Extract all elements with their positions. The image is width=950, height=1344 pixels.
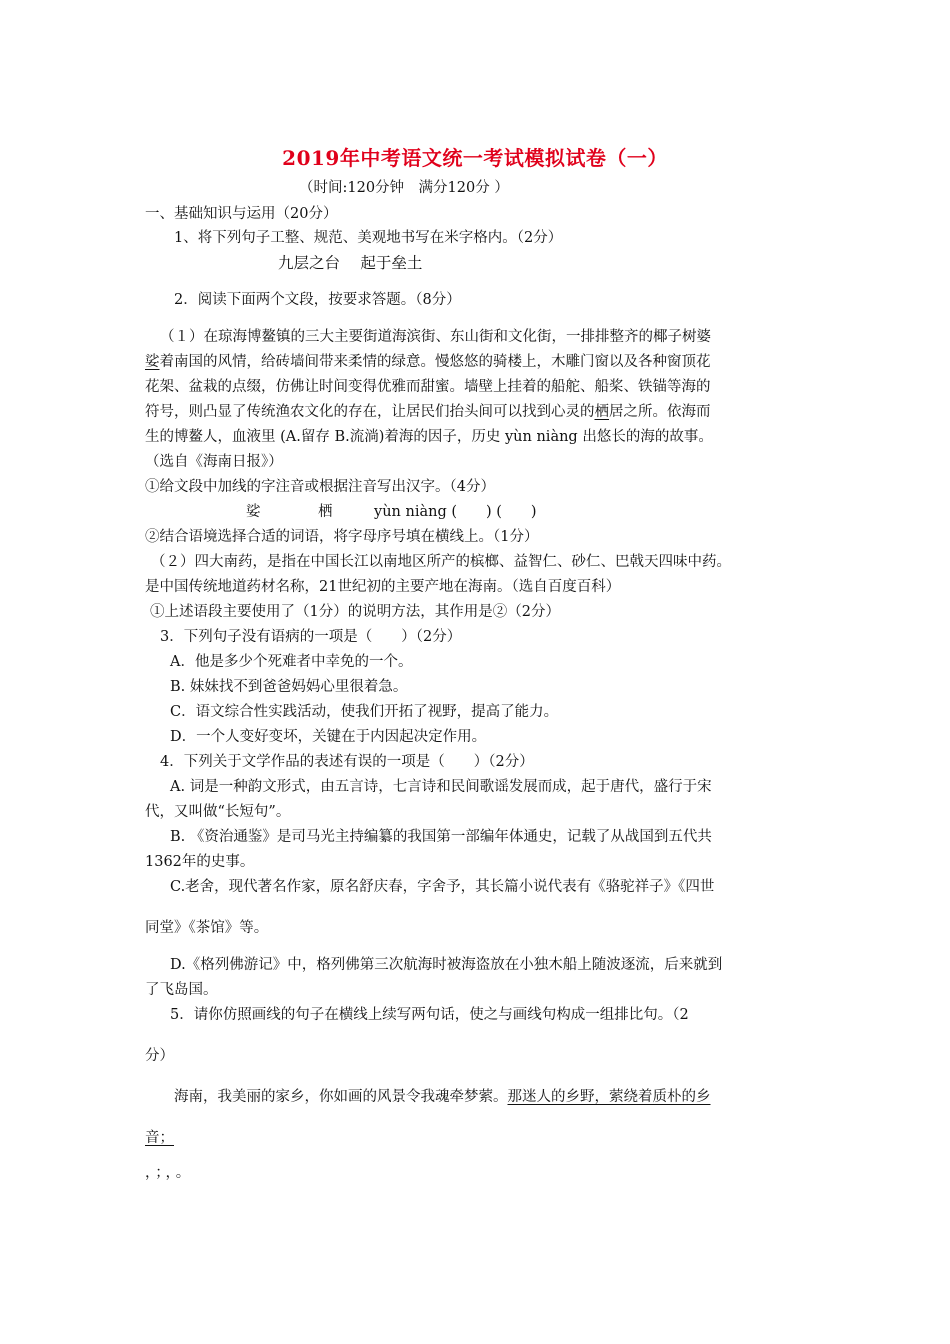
q3-option-b: B. 妹妹找不到爸爸妈妈心里很着急。: [170, 679, 408, 695]
section-heading: 一、基础知识与运用（20分）: [145, 206, 338, 222]
q2-p2-line2: 是中国传统地道药材名称，21世纪初的主要产地在海南。（选自百度百科）: [145, 579, 621, 595]
q4-option-a-line1: A. 词是一种韵文形式，由五言诗，七言诗和民间歌谣发展而成，起于唐代，盛行于宋: [170, 779, 712, 795]
q5-prompt-line2: 分）: [145, 1048, 174, 1064]
q1-phrase: 九层之台 起于垒土: [278, 254, 423, 272]
q4-option-d-line1: D.《格列佛游记》中，格列佛第三次航海时被海盗放在小独木船上随波逐流，后来就到: [170, 957, 723, 973]
q5-answer-blanks: ，；，。: [145, 1165, 194, 1181]
underlined-sentence: 那迷人的乡野，萦绕着质朴的乡: [507, 1089, 711, 1105]
q1-prompt: 1、将下列句子工整、规范、美观地书写在米字格内。（2分）: [174, 230, 563, 246]
q5-prompt-line1: 5．请你仿照画线的句子在横线上续写两句话，使之与画线句构成一组排比句。（2: [170, 1007, 689, 1023]
q2-p1-line1: （１）在琼海博鳌镇的三大主要街道海滨街、东山街和文化街，一排排整齐的椰子树婆: [160, 329, 711, 345]
exam-info: （时间:120分钟 满分120分 ）: [299, 180, 509, 196]
q2-p2-question: ①上述语段主要使用了（1分）的说明方法，其作用是②（2分）: [150, 604, 560, 620]
q3-option-c: C．语文综合性实践活动，使我们开拓了视野，提高了能力。: [170, 704, 559, 720]
q4-option-c-line1: C.老舍，现代著名作家，原名舒庆春，字舍予，其长篇小说代表有《骆驼祥子》《四世: [170, 879, 715, 895]
q4-option-c-line2: 同堂》《茶馆》等。: [145, 920, 269, 936]
q4-option-b-line2: 1362年的史事。: [145, 854, 255, 870]
q2-p1-line5: 生的博鳌人，血液里 (A.留存 B.流淌)着海的因子，历史 yùn niàng 出悠长的海的故事。: [145, 429, 713, 445]
q2-p1-line3: 花架、盆栽的点缀，仿佛让时间变得优雅而甜蜜。墙壁上挂着的船舵、船桨、铁锚等海的: [145, 379, 711, 395]
q3-prompt: 3．下列句子没有语病的一项是（ ）（2分）: [160, 629, 462, 645]
q2-sub1-char1: 娑: [246, 504, 261, 520]
q2-p1-source: （选自《海南日报》）: [145, 454, 283, 470]
q2-p1-line2: 娑着南国的风情，给砖墙间带来柔情的绿意。慢悠悠的骑楼上，木雕门窗以及各种窗顶花: [145, 354, 711, 370]
q3-option-a: A．他是多少个死难者中幸免的一个。: [170, 654, 413, 670]
q5-sentence-line2: [145, 1128, 174, 1148]
underlined-sentence: 音；: [145, 1130, 174, 1146]
q2-sub1: ①给文段中加线的字注音或根据注音写出汉字。（4分）: [145, 479, 495, 495]
q2-sub1-char2: 栖: [318, 504, 333, 520]
q4-option-a-line2: 代，又叫做“长短句”。: [145, 804, 291, 820]
underlined-char: 娑: [145, 354, 160, 370]
q2-p1-line4: 符号，则凸显了传统渔农文化的存在，让居民们抬头间可以找到心灵的栖居之所。依海而: [145, 404, 711, 420]
q2-p2-line1: （２）四大南药，是指在中国长江以南地区所产的槟榔、益智仁、砂仁、巴戟天四味中药。: [151, 554, 731, 570]
q4-option-d-line2: 了飞岛国。: [145, 982, 218, 998]
q4-option-b-line1: B. 《资治通鉴》是司马光主持编纂的我国第一部编年体通史，记载了从战国到五代共: [170, 829, 712, 845]
underlined-char: 栖: [594, 404, 609, 420]
q2-prompt: 2．阅读下面两个文段，按要求答题。（8分）: [174, 292, 461, 308]
q2-sub1-pinyin: yùn niàng ( ) ( ): [374, 504, 537, 520]
q4-prompt: 4．下列关于文学作品的表述有误的一项是（ ）（2分）: [160, 754, 534, 770]
q3-option-d: D．一个人变好变坏，关键在于内因起决定作用。: [170, 729, 487, 745]
q5-sentence-line1: 海南，我美丽的家乡，你如画的风景令我魂牵梦萦。那迷人的乡野，萦绕着质朴的乡: [174, 1089, 711, 1105]
page-title: 2019年中考语文统一考试模拟试卷（一）: [282, 146, 668, 170]
q2-sub2: ②结合语境选择合适的词语，将字母序号填在横线上。（1分）: [145, 529, 539, 545]
